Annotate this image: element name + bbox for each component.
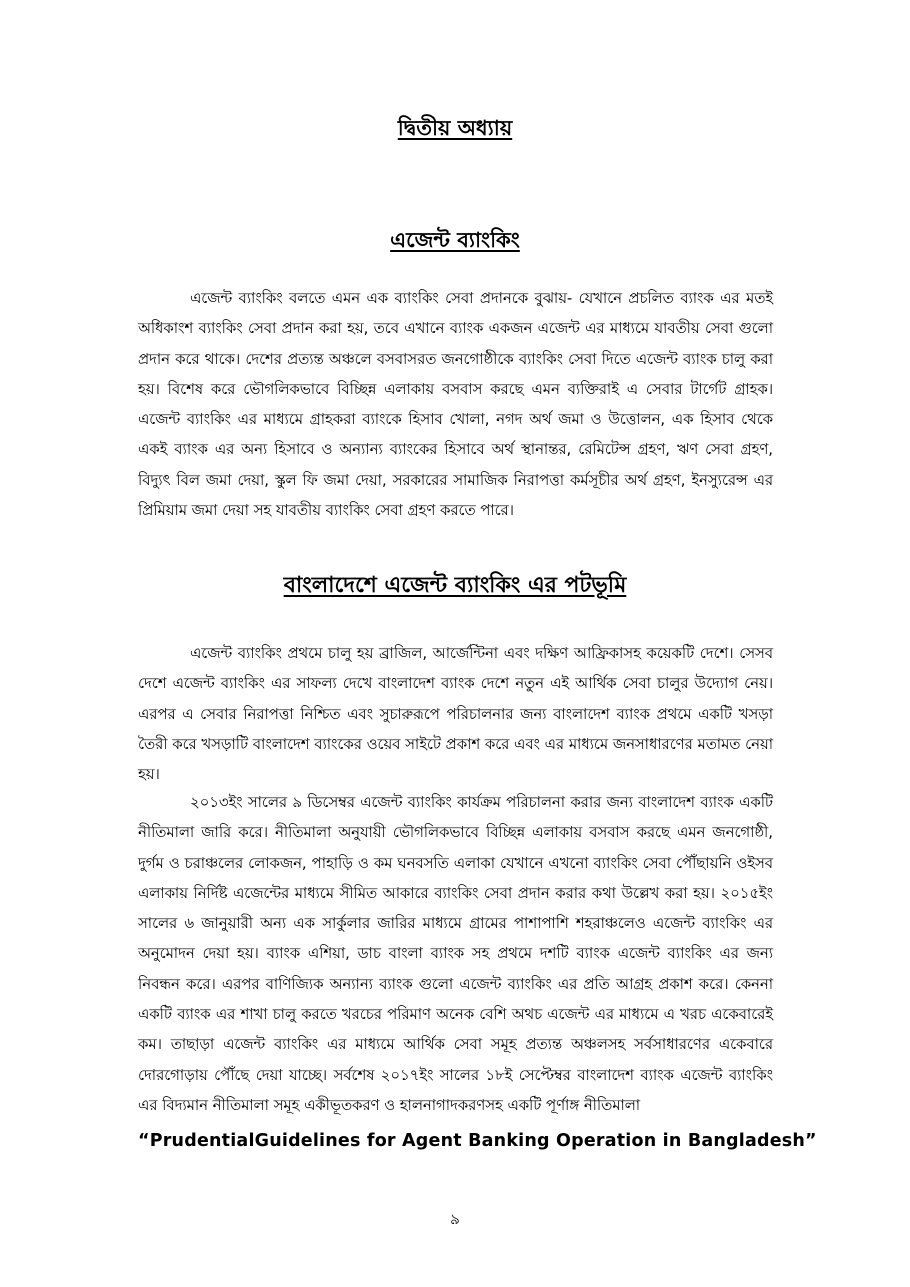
paragraph-policy-history: ২০১৩ইং সালের ৯ ডিসেম্বর এজেন্ট ব্যাংকিং কার্যক্রম পরিচালনা করার জন্য বাংলাদেশ ব্যাংক একটি নীতিমালা জারি করে। নীতিমালা অনুযায়ী ভৌগলিকভাবে বিচ্ছিন্ন এলাকায় বসবাস করছে এমন জনগোষ্ঠী, দুর্গম ও চরাঞ্চলের লোকজন, পাহাড়ি ও কম ঘনবসতি এলাকা যেখানে এখনো ব্যাংকিং সেবা পৌঁছায়নি ওইসব এলাকায় নির্দিষ্ট এজেন্টের মাধ্যমে সীমিত আকারে ব্যাংকিং সেবা প্রদান করার কথা উল্লেখ করা হয়। ২০১৫ইং সালের ৬ জানুয়ারী অন্য এক সার্কুলার জারির মাধ্যমে গ্রামের পাশাপাশি শহরাঞ্চলেও এজেন্ট ব্যাংকিং এর অনুমোদন দেয়া হয়। ব্যাংক এশিয়া, ডাচ বাংলা ব্যাংক সহ প্রথমে দশটি ব্যাংক এজেন্ট ব্যাংকিং এর জন্য নিবন্ধন করে। এরপর বাণিজ্যিক অন্যান্য ব্যাংক গুলো এজেন্ট ব্যাংকিং এর প্রতি আগ্রহ প্রকাশ করে। কেননা একটি ব্যাংক এর শাখা চালু করতে খরচের পরিমাণ অনেক বেশি অথচ এজেন্ট এর মাধ্যমে এ খরচ একেবারেই কম। তাছাড়া এজেন্ট ব্যাংকিং এর মাধ্যমে আর্থিক সেবা সমূহ প্রত্যন্ত অঞ্চলসহ সর্বসাধারণের একেবারে দোরগোড়ায় পৌঁছে দেয়া যাচ্ছে। সর্বশেষ ২০১৭ইং সালের ১৮ই সেপ্টেম্বর বাংলাদেশ ব্যাংক এজেন্ট ব্যাংকিং এর বিদ্যমান নীতিমালা সমূহ একীভূতকরণ ও হালনাগাদকরণসহ একটি পূর্ণাঙ্গ নীতিমালা (138, 794, 773, 1114)
subsection-title: বাংলাদেশে এজেন্ট ব্যাংকিং এর পটভূমি (283, 573, 627, 598)
chapter-title: দ্বিতীয় অধ্যায় (397, 116, 513, 140)
page-number: ৯ (450, 1210, 460, 1228)
section-title: এজেন্ট ব্যাংকিং (390, 228, 520, 252)
paragraph-agent-banking-definition: এজেন্ট ব্যাংকিং বলতে এমন এক ব্যাংকিং সেবা প্রদানকে বুঝায়- যেখানে প্রচলিত ব্যাংক এর মতই অধিকাংশ ব্যাংকিং সেবা প্রদান করা হয়, তবে এখানে ব্যাংক একজন এজেন্ট এর মাধ্যমে যাবতীয় সেবা গুলো প্রদান করে থাকে। দেশের প্রত্যন্ত অঞ্চলে বসবাসরত জনগোষ্ঠীকে ব্যাংকিং সেবা দিতে এজেন্ট ব্যাংক চালু করা হয়। বিশেষ করে ভৌগলিকভাবে বিচ্ছিন্ন এলাকায় বসবাস করছে এমন ব্যক্তিরাই এ সেবার টার্গেট গ্রাহক। এজেন্ট ব্যাংকিং এর মাধ্যমে গ্রাহকরা ব্যাংকে হিসাব খোলা, নগদ অর্থ জমা ও উত্তোলন, এক হিসাব থেকে একই ব্যাংক এর অন্য হিসাবে ও অন্যান্য ব্যাংকের হিসাবে অর্থ স্থানান্তর, রেমিটেন্স গ্রহণ, ঋণ সেবা গ্রহণ, বিদ্যুৎ বিল জমা দেয়া, স্কুল ফি জমা দেয়া, সরকারের সামাজিক নিরাপত্তা কর্মসূচীর অর্থ গ্রহণ, ইনস্যুরেন্স এর প্রিমিয়াম জমা দেয়া সহ যাবতীয় ব্যাংকিং সেবা গ্রহণ করতে পারে। (138, 290, 773, 520)
paragraph-background-origin: এজেন্ট ব্যাংকিং প্রথমে চালু হয় ব্রাজিল, আর্জেন্টিনা এবং দক্ষিণ আফ্রিকাসহ কয়েকটি দেশে। সেসব দেশে এজেন্ট ব্যাংকিং এর সাফল্য দেখে বাংলাদেশ ব্যাংক দেশে নতুন এই আর্থিক সেবা চালুর উদ্যোগ নেয়। এরপর এ সেবার নিরাপত্তা নিশ্চিত এবং সুচারুরূপে পরিচালনার জন্য বাংলাদেশ ব্যাংক প্রথমে একটি খসড়া তৈরী করে খসড়াটি বাংলাদেশ ব্যাংকের ওয়েব সাইটে প্রকাশ করে এবং এর মাধ্যমে জনসাধারণের মতামত নেয়া হয়। (138, 645, 773, 784)
guidelines-quote: “PrudentialGuidelines for Agent Banking Operation in Bangladesh” (138, 1131, 817, 1151)
